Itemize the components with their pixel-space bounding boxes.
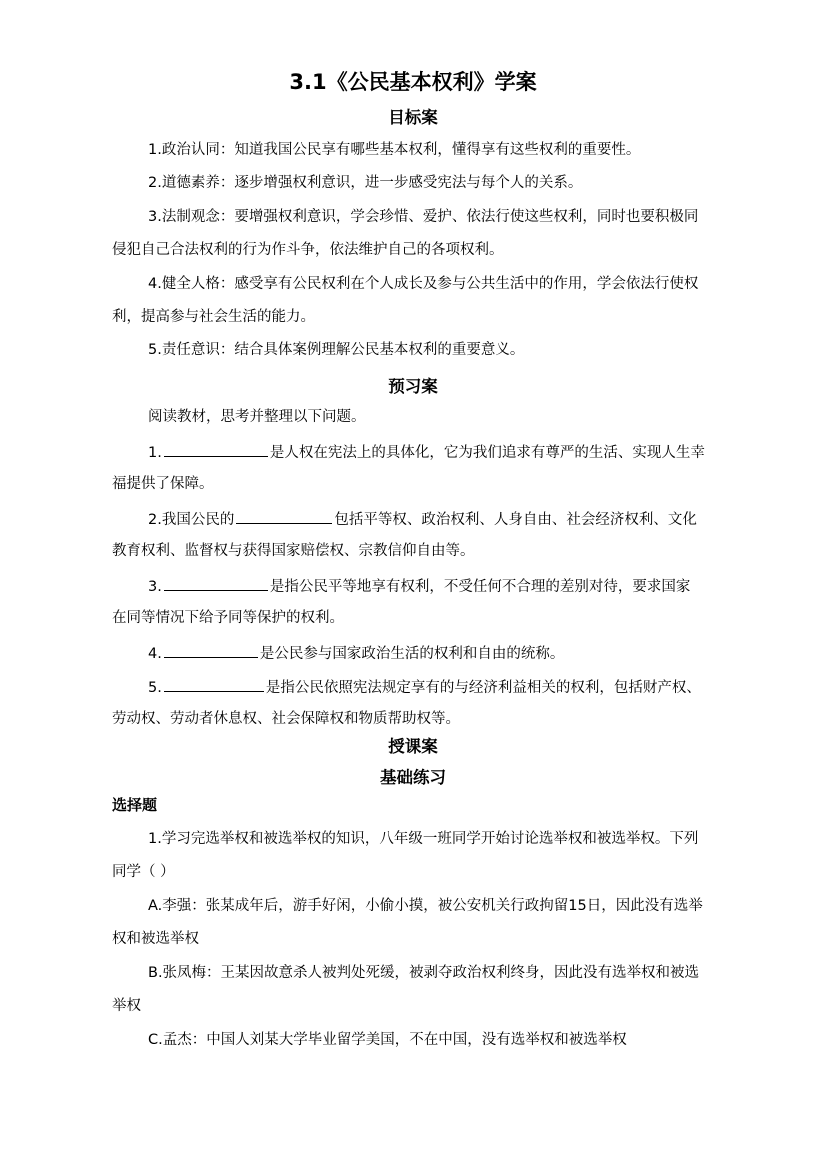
preview-question-2 (148, 508, 748, 530)
page-title: 3.1《公民基本权利》学案 (289, 70, 537, 94)
preview-question-4 (148, 642, 748, 664)
preview-question-3-cont: 在同等情况下给予同等保护的权利。 (112, 610, 344, 626)
preview-question-1-cont: 福提供了保障。 (112, 476, 214, 492)
goal-line: 4.健全人格：感受享有公民权利在个人成长及参与公共生活中的作用，学会依法行使权 (148, 276, 699, 292)
option-a-cont: 权和被选举权 (112, 931, 199, 947)
choice-heading: 选择题 (112, 796, 158, 814)
question-number: 5. (148, 680, 162, 696)
answer-blank[interactable] (164, 441, 268, 457)
section-heading-preview: 预习案 (388, 377, 438, 396)
option-b: B.张凤梅：王某因故意杀人被判处死缓，被剥夺政治权利终身，因此没有选举权和被选 (148, 965, 700, 981)
section-heading-goals: 目标案 (388, 108, 438, 127)
exercise-question-1-cont: 同学（ ） (112, 864, 175, 880)
goal-line: 利，提高参与社会生活的能力。 (112, 309, 315, 325)
section-heading-basic: 基础练习 (380, 768, 446, 787)
question-text: 是人权在宪法上的具体化，它为我们追求有尊严的生活、实现人生幸 (269, 445, 705, 461)
preview-question-5 (148, 676, 748, 698)
question-number: 1. (148, 445, 162, 461)
section-heading-lesson: 授课案 (388, 737, 438, 756)
answer-blank[interactable] (164, 642, 258, 658)
preview-intro: 阅读教材，思考并整理以下问题。 (148, 409, 366, 425)
option-c: C.孟杰：中国人刘某大学毕业留学美国，不在中国，没有选举权和被选举权 (148, 1032, 627, 1048)
goal-line: 5.责任意识：结合具体案例理解公民基本权利的重要意义。 (148, 342, 525, 358)
question-number: 4. (148, 646, 162, 662)
question-text: 包括平等权、政治权利、人身自由、社会经济权利、文化 (334, 512, 697, 528)
goal-line: 3.法制观念：要增强权利意识，学会珍惜、爱护、依法行使这些权利，同时也要积极同 (148, 209, 699, 225)
exercise-question-1: 1.学习完选举权和被选举权的知识，八年级一班同学开始讨论选举权和被选举权。下列 (148, 831, 699, 847)
goal-line: 2.道德素养：逐步增强权利意识，进一步感受宪法与每个人的关系。 (148, 175, 583, 191)
answer-blank[interactable] (164, 575, 268, 591)
question-text: 是指公民平等地享有权利，不受任何不合理的差别对待，要求国家 (269, 579, 691, 595)
option-b-cont: 举权 (112, 998, 141, 1014)
goal-line: 1.政治认同：知道我国公民享有哪些基本权利，懂得享有这些权利的重要性。 (148, 142, 641, 158)
preview-question-1 (148, 441, 748, 463)
answer-blank[interactable] (236, 508, 332, 524)
question-text: 2.我国公民的 (148, 512, 235, 528)
question-text: 是指公民依照宪法规定享有的与经济利益相关的权利，包括财产权、 (265, 680, 701, 696)
preview-question-5-cont: 劳动权、劳动者休息权、社会保障权和物质帮助权等。 (112, 711, 460, 727)
preview-question-2-cont: 教育权利、监督权与获得国家赔偿权、宗教信仰自由等。 (112, 543, 475, 559)
preview-question-3 (148, 575, 748, 597)
question-text: 是公民参与国家政治生活的权利和自由的统称。 (259, 646, 565, 662)
question-number: 3. (148, 579, 162, 595)
option-a: A.李强：张某成年后，游手好闲，小偷小摸，被公安机关行政拘留15日，因此没有选举 (148, 898, 703, 914)
answer-blank[interactable] (164, 676, 264, 692)
goal-line: 侵犯自己合法权利的行为作斗争，依法维护自己的各项权利。 (112, 242, 504, 258)
